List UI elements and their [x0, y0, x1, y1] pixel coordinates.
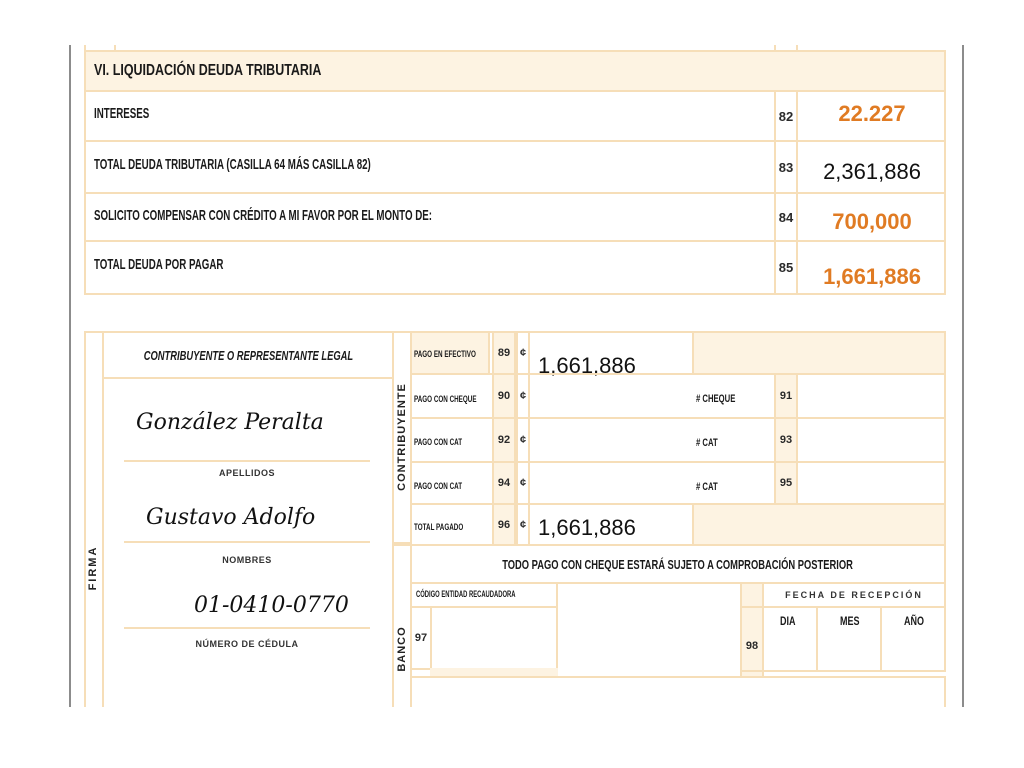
payment-label: TOTAL PAGADO: [414, 522, 464, 532]
fecha-ano-cell[interactable]: [880, 606, 946, 672]
apellidos-label: APELLIDOS: [218, 468, 275, 478]
banco-side-label: BANCO: [396, 626, 408, 672]
payment-ref-label: # CAT: [696, 437, 718, 449]
codigo-entidad-field[interactable]: [430, 606, 558, 670]
payment-ref-label: # CAT: [696, 481, 718, 493]
row-code: 83: [774, 140, 798, 194]
payment-code: 96: [492, 503, 516, 546]
fecha-recepcion-header: [762, 582, 946, 608]
payment-code: 94: [492, 461, 516, 505]
payment-label: PAGO CON CHEQUE: [414, 394, 477, 404]
payment-amount: 1,661,886: [538, 353, 636, 378]
fecha-mes-cell[interactable]: [816, 606, 882, 672]
payment-code: 89: [492, 331, 516, 375]
fecha-recepcion-code: 98: [740, 606, 764, 672]
cedula-label: NÚMERO DE CÉDULA: [195, 639, 299, 649]
firma-header: CONTRIBUYENTE O REPRESENTANTE LEGAL: [143, 347, 353, 363]
currency-symbol: ¢: [516, 503, 530, 546]
firma-side-label: FIRMA: [87, 545, 99, 591]
firma-header-cell: [102, 331, 394, 379]
payment-ref-code: 95: [774, 461, 798, 505]
payment-ref-code: 93: [774, 417, 798, 463]
fecha-dia-label: DIA: [780, 614, 796, 628]
payment-label: PAGO CON CAT: [414, 481, 463, 491]
row-value: 1,661,886: [823, 264, 921, 289]
currency-symbol: ¢: [516, 461, 530, 505]
row-value: 22.227: [838, 101, 906, 126]
row-label: TOTAL DEUDA TRIBUTARIA (CASILLA 64 MÁS CASILLA 82): [94, 156, 371, 173]
cheque-notice-cell: [410, 544, 946, 584]
payment-ref-label: # CHEQUE: [696, 393, 736, 405]
fecha-dia-cell[interactable]: [762, 606, 818, 672]
payment-code: 90: [492, 373, 516, 419]
nombres-value: Gustavo Adolfo: [146, 505, 316, 530]
section-title-bar: [84, 50, 946, 92]
contribuyente-side-label: CONTRIBUYENTE: [396, 383, 408, 491]
payment-row: [410, 417, 946, 463]
currency-symbol: ¢: [516, 331, 530, 375]
liquidacion-section: [84, 45, 946, 295]
payment-code: 92: [492, 417, 516, 463]
row-label: TOTAL DEUDA POR PAGAR: [94, 256, 224, 273]
page-edge-right: [962, 45, 964, 707]
row-code: 85: [774, 240, 798, 295]
row-value: 700,000: [832, 209, 912, 234]
payment-label: PAGO EN EFECTIVO: [414, 349, 476, 359]
codigo-entidad-label: CÓDIGO ENTIDAD RECAUDADORA: [416, 589, 516, 599]
payment-amount: 1,661,886: [538, 515, 636, 540]
apellidos-value: González Peralta: [136, 410, 324, 435]
payment-row: [410, 373, 946, 419]
payment-label: PAGO CON CAT: [414, 437, 463, 447]
fecha-mes-label: MES: [840, 614, 860, 628]
fecha-ano-label: AÑO: [904, 614, 925, 628]
cedula-value: 01-0410-0770: [194, 593, 349, 618]
payment-section: [84, 331, 946, 707]
currency-symbol: ¢: [516, 417, 530, 463]
row-label: INTERESES: [94, 105, 150, 122]
fecha-recepcion-label: FECHA DE RECEPCIÓN: [785, 590, 923, 600]
row-code: 84: [774, 192, 798, 242]
codigo-entidad-code: 97: [410, 606, 432, 670]
nombres-label: NOMBRES: [222, 555, 272, 565]
row-code: 82: [774, 90, 798, 142]
section-title: VI. LIQUIDACIÓN DEUDA TRIBUTARIA: [94, 62, 322, 79]
row-value: 2,361,886: [823, 159, 921, 184]
cheque-notice: TODO PAGO CON CHEQUE ESTARÁ SUJETO A COMPROBACIÓN POSTERIOR: [502, 556, 854, 572]
payment-row: [410, 461, 946, 505]
row-label: SOLICITO COMPENSAR CON CRÉDITO A MI FAVOR POR EL MONTO DE:: [94, 207, 433, 224]
currency-symbol: ¢: [516, 373, 530, 419]
page-edge-left: [69, 45, 71, 707]
codigo-entidad-header: [410, 582, 558, 608]
firma-side-column: [84, 331, 104, 707]
payment-ref-code: 91: [774, 373, 798, 419]
